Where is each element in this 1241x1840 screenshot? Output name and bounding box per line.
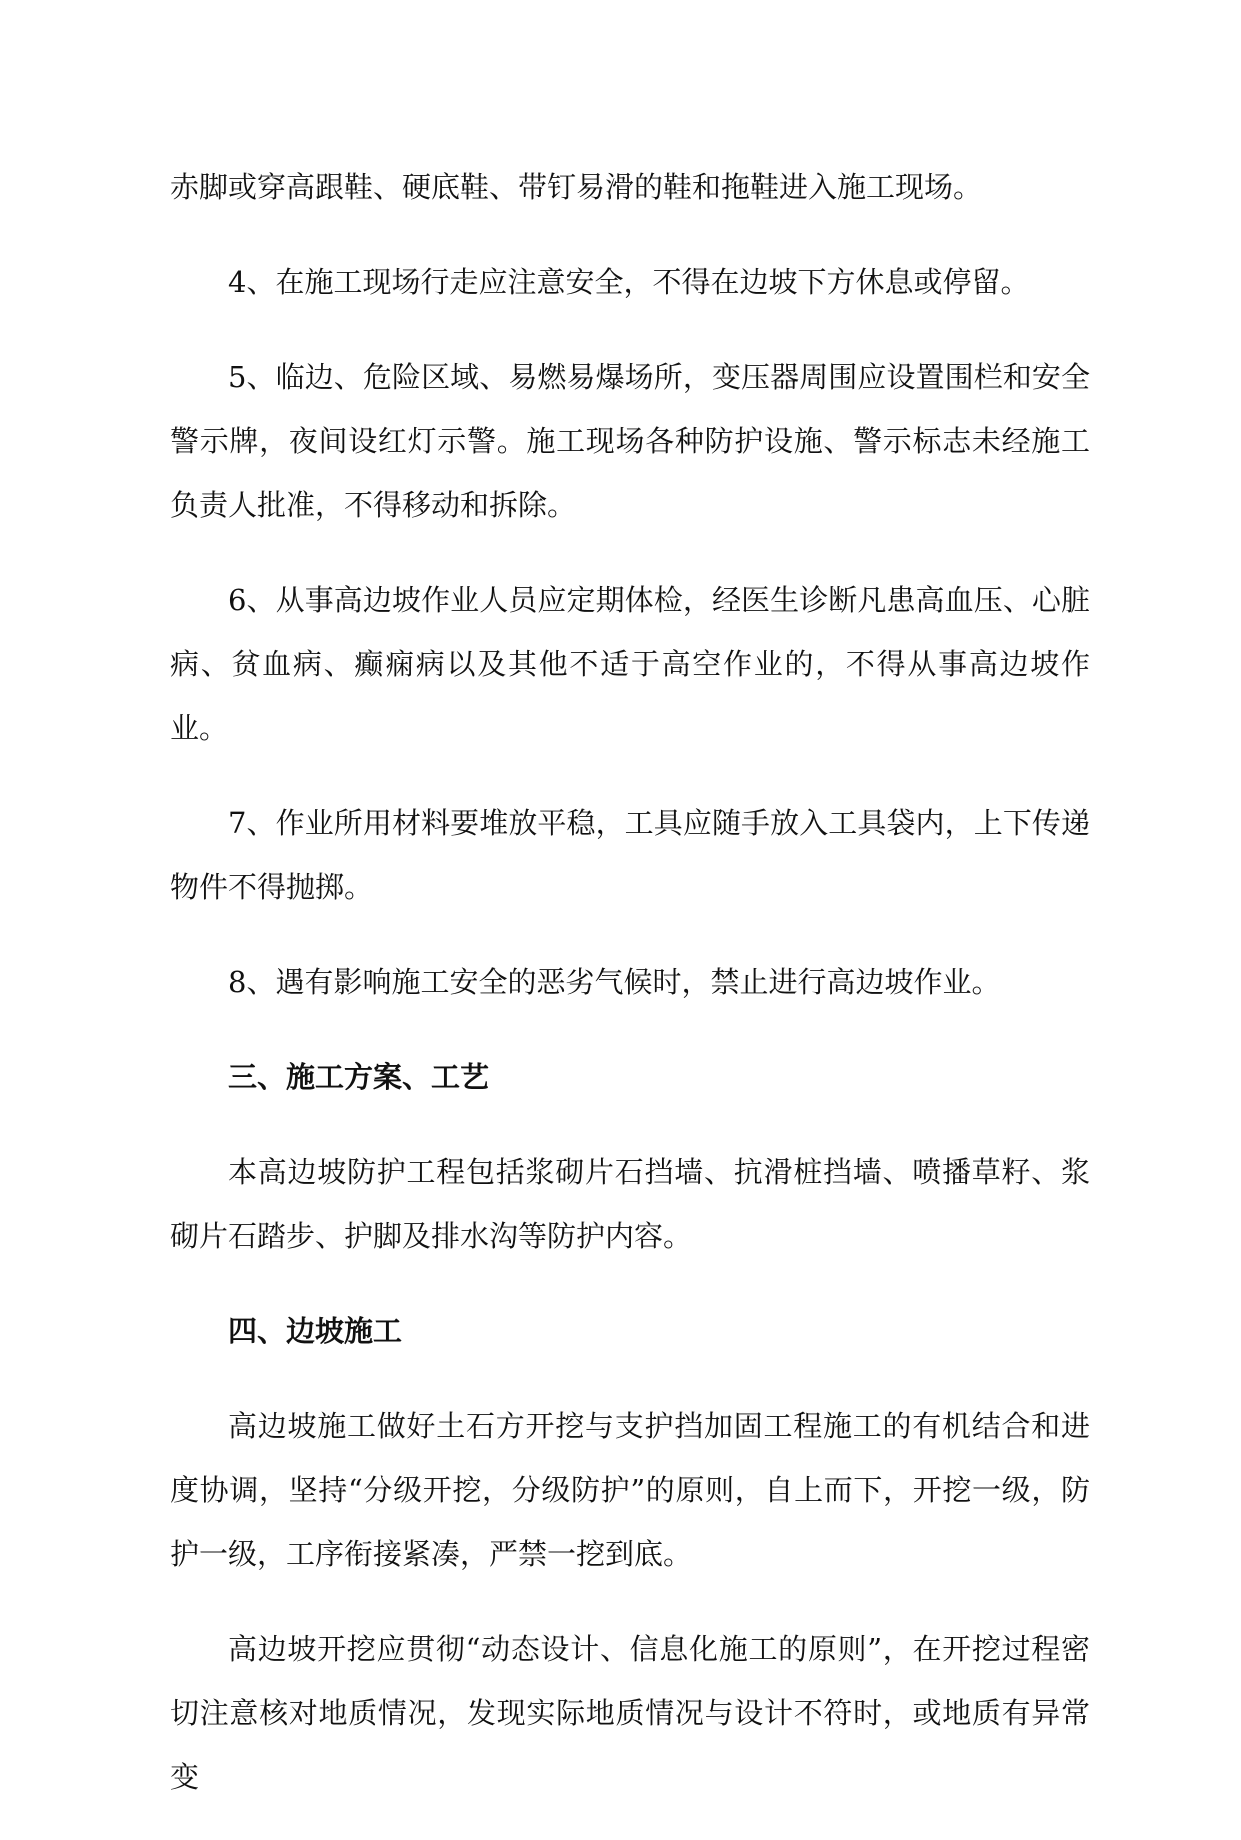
document-page: [170, 155, 1090, 1840]
paragraph-continuation: 赤脚或穿高跟鞋、硬底鞋、带钉易滑的鞋和拖鞋进入施工现场。: [170, 170, 983, 204]
paragraph-scope: 本高边坡防护工程包括浆砌片石挡墙、抗滑桩挡墙、喷播草籽、浆砌片石踏步、护脚及排水沟等防护内容。: [170, 1155, 1090, 1253]
paragraph-item-6: 6、从事高边坡作业人员应定期体检，经医生诊断凡患高血压、心脏病、贫血病、癫痫病以及其他不适于高空作业的，不得从事高边坡作业。: [170, 583, 1090, 745]
section-heading-4: 四、边坡施工: [228, 1314, 403, 1348]
paragraph-item-5: 5、临边、危险区域、易燃易爆场所，变压器周围应设置围栏和安全警示牌，夜间设红灯示警。施工现场各种防护设施、警示标志未经施工负责人批准，不得移动和拆除。: [170, 360, 1090, 522]
paragraph-item-7: 7、作业所用材料要堆放平稳，工具应随手放入工具袋内，上下传递物件不得抛掷。: [170, 806, 1090, 904]
paragraph-item-4: 4、在施工现场行走应注意安全，不得在边坡下方休息或停留。: [228, 265, 1030, 299]
paragraph-item-8: 8、遇有影响施工安全的恶劣气候时，禁止进行高边坡作业。: [228, 965, 1001, 999]
section-heading-3: 三、施工方案、工艺: [228, 1060, 490, 1094]
paragraph-slope-principle: 高边坡施工做好土石方开挖与支护挡加固工程施工的有机结合和进度协调，坚持“分级开挖，分级防护”的原则，自上而下，开挖一级，防护一级，工序衔接紧凑，严禁一挖到底。: [170, 1409, 1090, 1571]
paragraph-dynamic-design: 高边坡开挖应贯彻“动态设计、信息化施工的原则”，在开挖过程密切注意核对地质情况，发现实际地质情况与设计不符时，或地质有异常变: [170, 1632, 1090, 1794]
